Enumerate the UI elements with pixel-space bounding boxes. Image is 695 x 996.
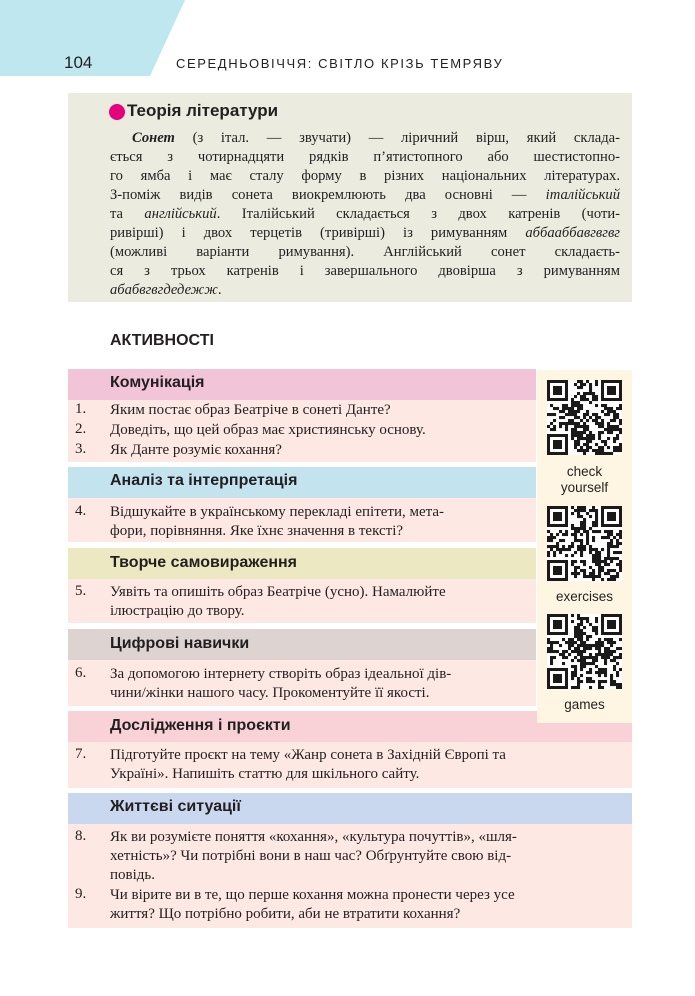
qr-label-check-yourself — [537, 464, 632, 496]
question-text: За допомогою інтернету створіть образ ідеальної дів- — [110, 666, 452, 682]
question-text: Підготуйте проєкт на тему «Жанр сонета в Західній Європі та — [110, 747, 506, 763]
question-text: Як ви розумієте поняття «кохання», «культура почуттів», «шля- — [110, 829, 517, 845]
question-number: 7. — [75, 746, 87, 762]
theory-line: та англійський. Італійський складається з двох катренів (чоти- — [110, 206, 620, 222]
theory-line: ривірші) і двох терцетів (тривірші) із римуванням аббаабба​вгвгвг — [110, 225, 620, 241]
theory-line: Сонет (з італ. — звучати) — ліричний вірш, який склада- — [132, 130, 620, 146]
theory-line: го ямба і має сталу форму в різних національних літературах. — [110, 168, 620, 184]
theory-line: абабвгвгдедежж. — [110, 282, 222, 298]
category-label: Дослідження і проєкти — [110, 717, 291, 734]
category-label: Аналіз та інтерпретація — [110, 472, 298, 489]
theory-line: ється з чотирнадцяти рядків п’ятистопного або шестистопно- — [110, 149, 620, 165]
page-number: 104 — [64, 53, 93, 72]
question-text: ілюстрацію до твору. — [110, 603, 245, 619]
qr-label-games — [537, 697, 632, 713]
question-text: Уявіть та опишіть образ Беатріче (усно). Намалюйте — [110, 584, 446, 600]
qr-label-line: yourself — [560, 480, 609, 495]
question-text: повідь. — [110, 867, 155, 883]
question-text: Доведіть, що цей образ має християнську основу. — [110, 422, 426, 438]
running-title: СЕРЕДНЬОВІЧЧЯ: СВІТЛО КРІЗЬ ТЕМРЯВУ — [176, 56, 504, 71]
category-label: Життєві ситуації — [110, 798, 241, 815]
bullet-dot-icon — [109, 104, 125, 120]
theory-title: Теорія літератури — [127, 101, 279, 120]
qr-code-games-icon[interactable] — [547, 614, 622, 689]
question-text: фори, порівняння. Яке їхнє значення в тексті? — [110, 523, 404, 539]
category-label: Творче самовираження — [110, 554, 297, 571]
question-number: 6. — [75, 665, 87, 681]
question-number: 2. — [75, 421, 87, 437]
question-number: 3. — [75, 441, 87, 457]
activities-title: АКТИВНОСТІ — [110, 332, 214, 349]
header-accent-shape — [0, 0, 190, 76]
theory-line: З-поміж видів сонета виокремлюють два основні — італійський — [110, 187, 620, 203]
question-number: 5. — [75, 583, 87, 599]
qr-label-exercises — [537, 589, 632, 605]
qr-code-check-yourself-icon[interactable] — [547, 380, 622, 455]
category-label: Комунікація — [110, 374, 205, 391]
theory-line: ся з трьох катренів і завершального двовірша з римуванням — [110, 263, 620, 279]
question-text: Як Данте розуміє кохання? — [110, 442, 282, 458]
question-number: 8. — [75, 828, 87, 844]
qr-label-line: games — [564, 697, 605, 712]
question-text: чини/жінки нашого часу. Прокоментуйте її якості. — [110, 685, 430, 701]
question-text: Чи вірите ви в те, що перше кохання можна пронести через усе — [110, 887, 515, 903]
question-number: 4. — [75, 503, 87, 519]
question-number: 9. — [75, 886, 87, 902]
category-label: Цифрові навички — [110, 635, 250, 652]
question-number: 1. — [75, 401, 87, 417]
question-text: хетність»? Чи потрібні вони в наш час? Обґрунтуйте свою від- — [110, 848, 512, 864]
qr-code-exercises-icon[interactable] — [547, 506, 622, 581]
qr-label-line: check — [566, 464, 603, 479]
question-text: життя? Що потрібно робити, аби не втратити кохання? — [110, 906, 461, 922]
question-text: Яким постає образ Беатріче в сонеті Данте? — [110, 402, 391, 418]
qr-label-line: exercises — [555, 589, 614, 604]
question-text: Відшукайте в українському перекладі епітети, мета- — [110, 504, 445, 520]
theory-line: (можливі варіанти римування). Англійський сонет складаєть- — [110, 244, 620, 260]
question-text: Україні». Напишіть статтю для шкільного сайту. — [110, 766, 420, 782]
